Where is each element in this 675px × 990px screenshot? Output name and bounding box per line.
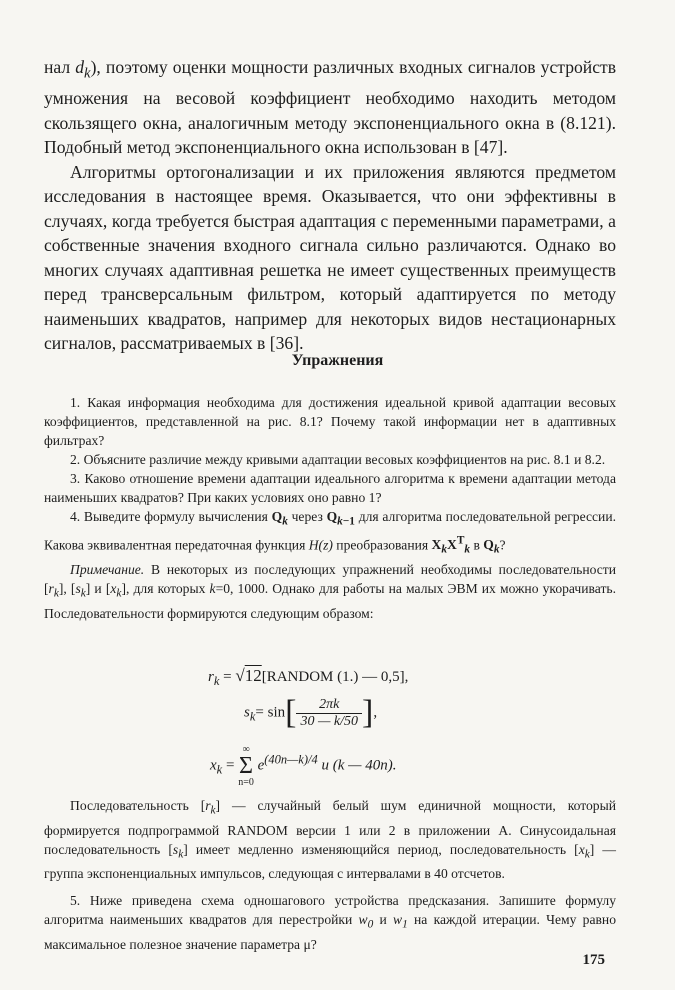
text-span: через	[287, 509, 327, 524]
text-span: ] — группа экспоненциальных импульсов, следующая с интервалами в 40 отсчетов.	[44, 841, 616, 882]
symbol-X: X	[431, 537, 442, 553]
exercise-5-block	[44, 891, 616, 954]
symbol-w: w	[358, 912, 368, 927]
text-span: ] — случайный белый шум единичной мощности, который формируется подпрограммой RANDOM версии 1 или 2 в приложении А. Синусоидальная последовательность [	[44, 798, 616, 857]
subscript-k: k	[84, 65, 91, 82]
formula-rk-lhs: r	[208, 669, 214, 685]
note-paragraph: Примечание. В некоторых из последующих упражнений необходимы последовательности $[r_k]$, $[s_k]$ и $[x_k]$, для которых k=0, 1000. Однако для работы на малых ЭВМ их можно укорачивать. Последовательности формируются следующим образом:	[44, 561, 616, 621]
formula-rk: $r_k$ = √12[RANDOM (1.) — 0,5],	[208, 666, 409, 688]
text-span: Последовательность [	[70, 798, 206, 813]
exponent: (40n—k)/4	[264, 752, 318, 767]
text-span: в	[470, 537, 484, 553]
exercise-2: 2. Объясните различие между кривыми адаптации весовых коэффициентов на рис. 8.1 и 8.2.	[70, 452, 606, 467]
text-span: В некоторых из последующих упражнений необходимы последовательности [	[44, 561, 616, 596]
fraction-numerator: 2πk	[296, 697, 362, 714]
symbol-Q: Q	[271, 509, 283, 524]
formula-xk-tail: u (k — 40n).	[321, 757, 397, 774]
sum-symbol: ∞ Σ n=0	[238, 744, 254, 788]
paragraph-continuation	[44, 55, 616, 160]
paragraph-orthogonalization: Алгоритмы ортогонализации и их приложения являются предметом исследования в настоящее время. Оказывается, что они эффективны в случаях, когда требуется быстрая адаптация с переменными параметрами, а собственные значения входного сигнала сильно различаются. Однако во многих случаях адаптивная решетка не имеет существенных преимуществ перед трансверсальным фильтром, который адаптируется по методу наименьших квадратов, например для некоторых видов нестационарных сигналов, рассматриваемых в [36].	[44, 161, 616, 354]
formula-xk-lhs: x	[210, 757, 217, 774]
exercise-3: 3. Каково отношение времени адаптации идеального алгоритма к времени адаптации метода наименьших квадратов? При каких условиях оно равно 1?	[44, 471, 616, 505]
sequences-paragraph: Последовательность $[r_k]$ — случайный белый шум единичной мощности, который формируется подпрограммой RANDOM версии 1 или 2 в приложении А. Синусоидальная последовательность $[s_k]$ имеет медленно изменяющийся период, последовательность $[x_k]$ — группа экспоненциальных импульсов, следующая с интервалами в 40 отсчетов.	[44, 798, 616, 882]
formula-sk-lhs: s	[244, 704, 250, 721]
note-label: Примечание.	[70, 561, 145, 577]
text-span: =0, 1000. Однако для работы на малых ЭВМ их можно укорачивать. Последовательности формируются следующим образом:	[44, 580, 616, 621]
text-span: 5. Ниже приведена схема одношагового устройства предсказания. Запишите формулу алгоритма наименьших квадратов для перестройки	[44, 893, 616, 927]
text-span: нал	[44, 57, 76, 77]
fraction-denominator: 30 — k/50	[300, 713, 359, 729]
formula-sk-fraction	[296, 697, 362, 730]
text-span: ] и [	[85, 580, 111, 596]
text-span: преобразования	[332, 537, 432, 553]
symbol-Qk: $Q_k$	[271, 509, 288, 528]
text-span: ] имеет медленно изменяющийся период, последовательность [	[183, 841, 579, 857]
text-span: 4. Выведите формулу вычисления	[70, 509, 272, 524]
formula-rk-rhs: [RANDOM (1.) — 0,5],	[261, 669, 409, 685]
formula-sk-sin: = sin	[255, 704, 286, 721]
text-span: для алгоритма последовательной регрессии. Какова эквивалентная передаточная функция	[44, 509, 616, 553]
formula-xk: $x_k$ = ∞ Σ n=0 $e^{(40n—k)/4}$ u (k — 40n).	[210, 744, 397, 788]
symbol-Qk-end: $Q_k$	[483, 537, 500, 556]
section-heading: Упражнения	[291, 352, 384, 369]
sum-lower-limit: n=0	[238, 777, 254, 788]
page-number: 175	[582, 952, 605, 968]
exercise-4: 4. Выведите формулу вычисления $Q_k$ через $Q_{k-1}$ для алгоритма последовательной регрессии. Какова эквивалентная передаточная функция H(z) преобразования $X_kX^T_k$ в $Q_k$?	[44, 509, 616, 556]
body-text	[44, 55, 616, 356]
exercises-list	[44, 393, 616, 623]
formula-sk: $s_k= \sin$[ $\frac{2\pi k}{30 — k/50}$ ],	[244, 694, 378, 731]
symbol-Hz: H(z)	[308, 537, 333, 553]
symbol-XXT: $X_kX^T_k$	[431, 534, 471, 556]
text-span: ), поэтому оценки мощности различных входных сигналов устройств умножения на весовой коэффициент необходимо находить методом скользящего окна, аналогичным методу экспоненциального окна в (8.121). Подобный метод экспоненциального окна использован в [47].	[44, 57, 617, 158]
exercise-5: 5. Ниже приведена схема одношагового устройства предсказания. Запишите формулу алгоритма наименьших квадратов для перестройки $w_0$ и $w_1$ на каждой итерации. Чему равно максимальное полезное значение параметра μ?	[44, 893, 616, 952]
sequences-description	[44, 796, 616, 883]
sum-upper-limit: ∞	[242, 744, 250, 755]
exercise-1: 1. Какая информация необходима для достижения идеальной кривой адаптации весовых коэффициентов, представленной на рис. 8.1? Почему такой информации нет в адаптивных фильтрах?	[44, 395, 616, 448]
symbol-d: d	[75, 57, 85, 77]
text-span: на каждой итерации. Чему равно максимальное полезное значение параметра μ?	[44, 912, 616, 952]
text-span: ], [	[58, 580, 76, 596]
text-span: и	[373, 912, 394, 927]
text-span: ], для которых	[121, 580, 210, 596]
symbol-Qk-1: $Q_{k-1}$	[326, 509, 355, 528]
